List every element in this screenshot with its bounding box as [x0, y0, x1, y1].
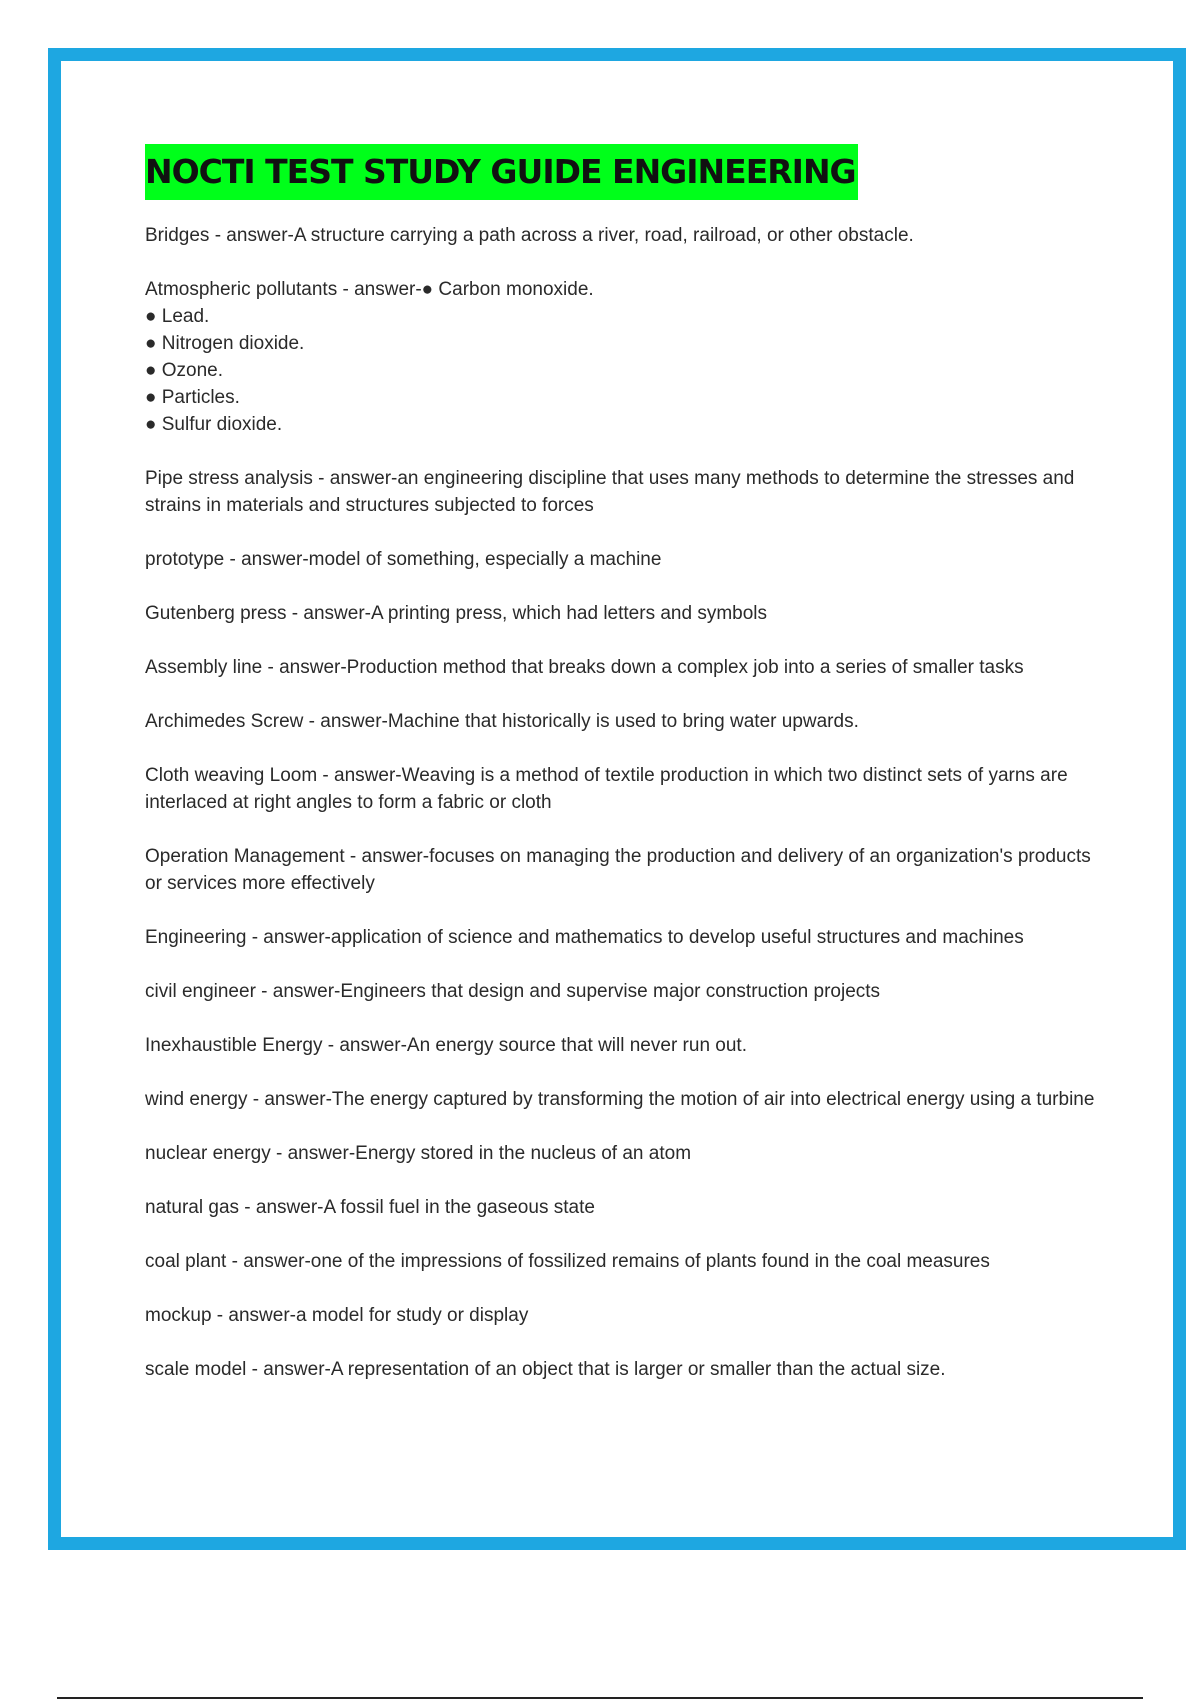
bullet-item: ● Ozone.: [145, 360, 224, 381]
bullet-item: ● Particles.: [145, 387, 240, 408]
entry-assembly-line: Assembly line - answer-Production method that breaks down a complex job into a series of smaller tasks: [145, 657, 1024, 678]
entry-wind-energy: wind energy - answer-The energy captured by transforming the motion of air into electrical energy using a turbine: [145, 1089, 1095, 1110]
entry-engineering: Engineering - answer-application of science and mathematics to develop useful structures and machines: [145, 927, 1024, 948]
entry-atmospheric-pollutants-text: Atmospheric pollutants - answer-● Carbon monoxide.: [145, 279, 594, 300]
entry-pipe-stress-analysis: Pipe stress analysis - answer-an engineering discipline that uses many methods to determine the stresses and strains in materials and structures subjected to forces: [145, 468, 1075, 516]
entry-nuclear-energy: nuclear energy - answer-Energy stored in the nucleus of an atom: [145, 1143, 692, 1164]
entry-coal-plant: coal plant - answer-one of the impressions of fossilized remains of plants found in the coal measures: [145, 1251, 990, 1272]
document-content: [145, 144, 1095, 1410]
bullet-item: ● Nitrogen dioxide.: [145, 333, 305, 354]
footer-divider: [57, 1697, 1143, 1699]
entry-archimedes-screw: Archimedes Screw - answer-Machine that historically is used to bring water upwards.: [145, 711, 859, 732]
entry-prototype: prototype - answer-model of something, especially a machine: [145, 549, 662, 570]
document-title: NOCTI TEST STUDY GUIDE ENGINEERING: [145, 144, 858, 200]
bullet-item: ● Lead.: [145, 306, 210, 327]
study-entries: [145, 222, 1095, 1383]
entry-bridges: Bridges - answer-A structure carrying a path across a river, road, railroad, or other obstacle.: [145, 225, 914, 246]
bullet-item: ● Sulfur dioxide.: [145, 414, 283, 435]
entry-mockup: mockup - answer-a model for study or display: [145, 1305, 529, 1326]
entry-operation-management: Operation Management - answer-focuses on managing the production and delivery of an organization's products or services more effectively: [145, 846, 1091, 894]
entry-civil-engineer: civil engineer - answer-Engineers that design and supervise major construction projects: [145, 981, 881, 1002]
entry-atmospheric-pollutants: [145, 276, 1095, 438]
entry-gutenberg-press: Gutenberg press - answer-A printing press, which had letters and symbols: [145, 603, 768, 624]
entry-cloth-weaving-loom: Cloth weaving Loom - answer-Weaving is a method of textile production in which two distinct sets of yarns are interlaced at right angles to form a fabric or cloth: [145, 765, 1068, 813]
entry-inexhaustible-energy: Inexhaustible Energy - answer-An energy source that will never run out.: [145, 1035, 747, 1056]
entry-natural-gas: natural gas - answer-A fossil fuel in the gaseous state: [145, 1197, 595, 1218]
entry-scale-model: scale model - answer-A representation of an object that is larger or smaller than the actual size.: [145, 1359, 946, 1380]
